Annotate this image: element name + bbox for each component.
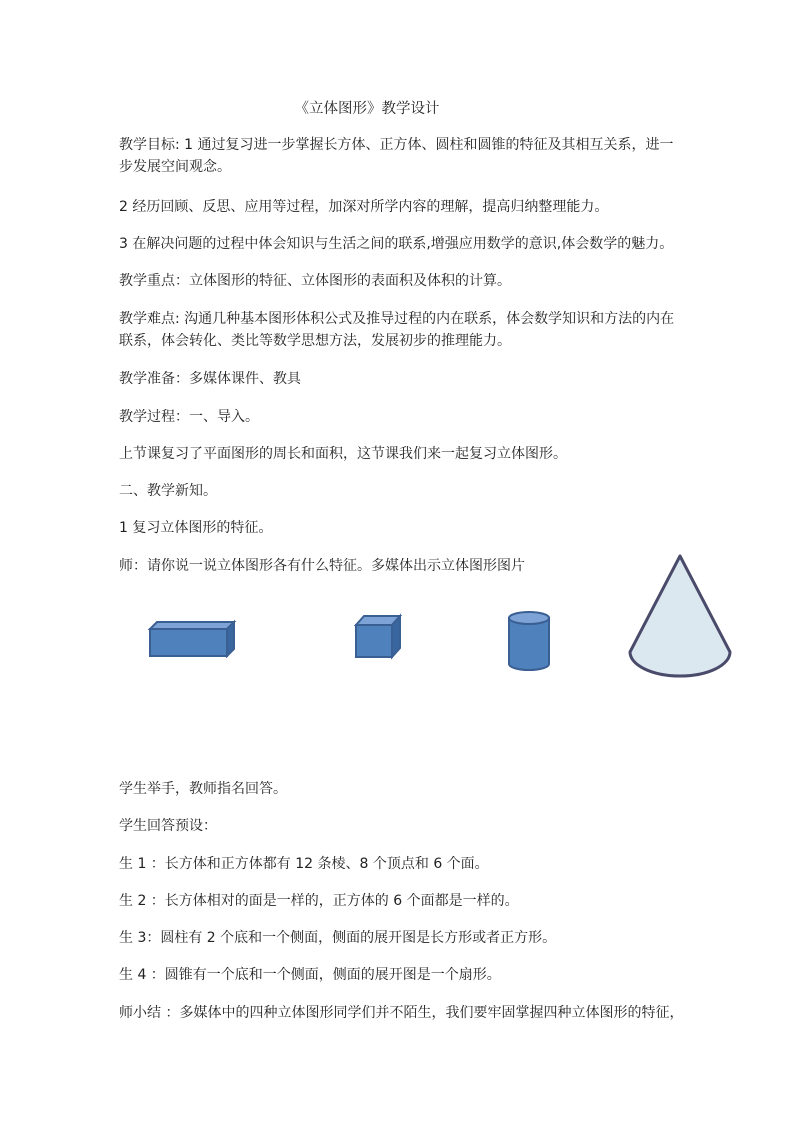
solid-figures-illustration bbox=[140, 550, 740, 690]
objective-paragraph-line2: 步发展空间观念。 bbox=[119, 159, 231, 175]
teacher-summary-paragraph: 师小结 ：多媒体中的四种立体图形同学们并不陌生，我们要牢固掌握四种立体图形的特征， bbox=[119, 1005, 684, 1021]
cube-shape bbox=[356, 616, 400, 657]
objective-2-paragraph: 2 经历回顾、反思、应用等过程，加深对所学内容的理解，提高归纳整理能力。 bbox=[119, 199, 609, 215]
cuboid-shape bbox=[150, 622, 234, 656]
students-raise-hands-paragraph: 学生举手，教师指名回答。 bbox=[119, 781, 287, 797]
expected-answers-paragraph: 学生回答预设： bbox=[119, 818, 217, 834]
preparation-paragraph: 教学准备：多媒体课件、教具 bbox=[119, 371, 301, 387]
cone-shape bbox=[630, 556, 730, 676]
intro-paragraph: 上节课复习了平面图形的周长和面积，这节课我们来一起复习立体图形。 bbox=[119, 446, 567, 462]
key-points-paragraph: 教学重点：立体图形的特征、立体图形的表面积及体积的计算。 bbox=[119, 273, 511, 289]
difficulties-paragraph-line1: 教学难点: 沟通几种基本图形体积公式及推导过程的内在联系，体会数学知识和方法的内在 bbox=[119, 311, 675, 327]
student-3-answer: 生 3：圆柱有 2 个底和一个侧面，侧面的展开图是长方形或者正方形。 bbox=[119, 930, 557, 946]
difficulties-paragraph-line2: 联系，体会转化、类比等数学思想方法，发展初步的推理能力。 bbox=[119, 333, 511, 349]
objective-paragraph-line1: 教学目标: 1 通过复习进一步掌握长方体、正方体、圆柱和圆锥的特征及其相互关系，进一 bbox=[119, 137, 674, 153]
student-1-answer: 生 1 ：长方体和正方体都有 12 条棱、8 个顶点和 6 个面。 bbox=[119, 856, 489, 872]
student-4-answer: 生 4 ：圆锥有一个底和一个侧面，侧面的展开图是一个扇形。 bbox=[119, 967, 501, 983]
objective-3-paragraph: 3 在解决问题的过程中体会知识与生活之间的联系,增强应用数学的意识,体会数学的魅力。 bbox=[119, 236, 674, 252]
student-2-answer: 生 2 ：长方体相对的面是一样的，正方体的 6 个面都是一样的。 bbox=[119, 893, 519, 909]
section-heading: 二、教学新知。 bbox=[119, 483, 217, 499]
process-paragraph: 教学过程：一、导入。 bbox=[119, 409, 259, 425]
step-1-paragraph: 1 复习立体图形的特征。 bbox=[119, 520, 273, 536]
cylinder-shape bbox=[509, 612, 549, 670]
document-title: 《立体图形》教学设计 bbox=[294, 101, 440, 117]
teacher-prompt-paragraph: 师：请你说一说立体图形各有什么特征。多媒体出示立体图形图片 bbox=[119, 558, 525, 574]
